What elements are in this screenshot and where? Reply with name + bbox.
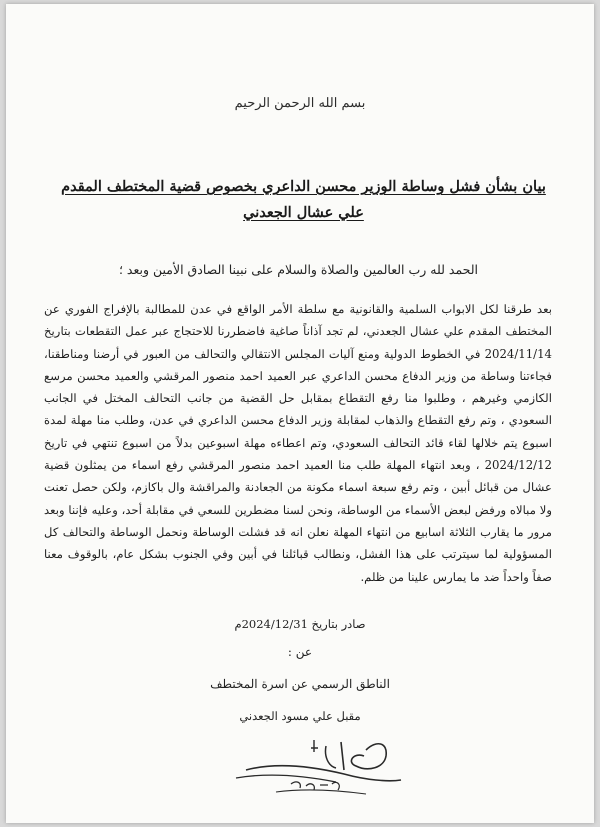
from-label: عن : (287, 645, 313, 659)
handwritten-signature-icon (216, 722, 406, 802)
statement-title: بيان بشأن فشل وساطة الوزير محسن الداعري بخصوص قضية المختطف المقدم علي عشال الجعدني (61, 178, 546, 221)
statement-body (44, 298, 552, 588)
spokesperson-title: الناطق الرسمي عن اسرة المختطف (210, 677, 390, 691)
issue-date: صادر بتاريخ 2024/12/31م (234, 617, 366, 631)
signer-name: مقبل علي مسود الجعدني (239, 709, 361, 723)
opening-greeting: الحمد لله رب العالمين والصلاة والسلام على نبينا الصادق الأمين وبعد ؛ (118, 262, 479, 277)
body-paragraph: بعد طرقنا لكل الابواب السلمية والقانونية مع سلطة الأمر الواقع في عدن للمطالبة بالإفراج الفوري عن المختطف المقدم علي عشال الجعدني، لم تجد آذاناً صاغية فاضطررنا للاحتجاج عبر عمل التقطعات بتاريخ 2024/11/14 في الخطوط الدولية ومنع آليات المجلس الانتقالي والتحالف من العبور في أرضنا ومناطقنا، فجاءتنا وساطة من وزير الدفاع محسن الداعري عبر العميد احمد منصور المرقشي والعميد محسن مرسع الكازمي وغيرهم ، وطلبوا منا رفع التقطاع بمقابل حل القضية من جانب التحالف المختل في الجانب السعودي ، وتم رفع التقطاع والذهاب لمقابلة وزير الدفاع محسن الداعري في عدن، وطلب منا مهلة لمدة اسبوع يتم خلالها لقاء قائد التحالف السعودي، وتم اعطاءه مهلة اسبوعين بدلاً من اسبوع تنتهي في تاريخ 2024/12/12 ، وبعد انتهاء المهلة طلب منا العميد احمد منصور المرقشي رفع اسماء من يمثلون قضية عشال من قبائل أبين ، وتم رفع سبعة اسماء مكونة من الجعادنة والمراقشة وال باكازم، ولكن حصل تعنت ولا مبالاه ورفض لبعض الأسماء من الوساطة، ونحن لسنا مضطرين للسعي في مقابلة أحد، وعليه فإننا وبعد مرور ما يقارب الثلاثة اسابيع من انتهاء المهلة نعلن انه قد فشلت الوساطة ونحمل الوساطة والتحالف كل المسؤولية لما سيترتب على هذا الفشل، ونطالب قبائلنا في أبين وفي الجنوب بشكل عام، بالوقوف معنا صفاً واحداً ضد ما يمارس علينا من ظلم. (44, 302, 552, 584)
basmala-heading: بسم الله الرحمن الرحيم (234, 96, 366, 111)
document-page (6, 4, 594, 823)
